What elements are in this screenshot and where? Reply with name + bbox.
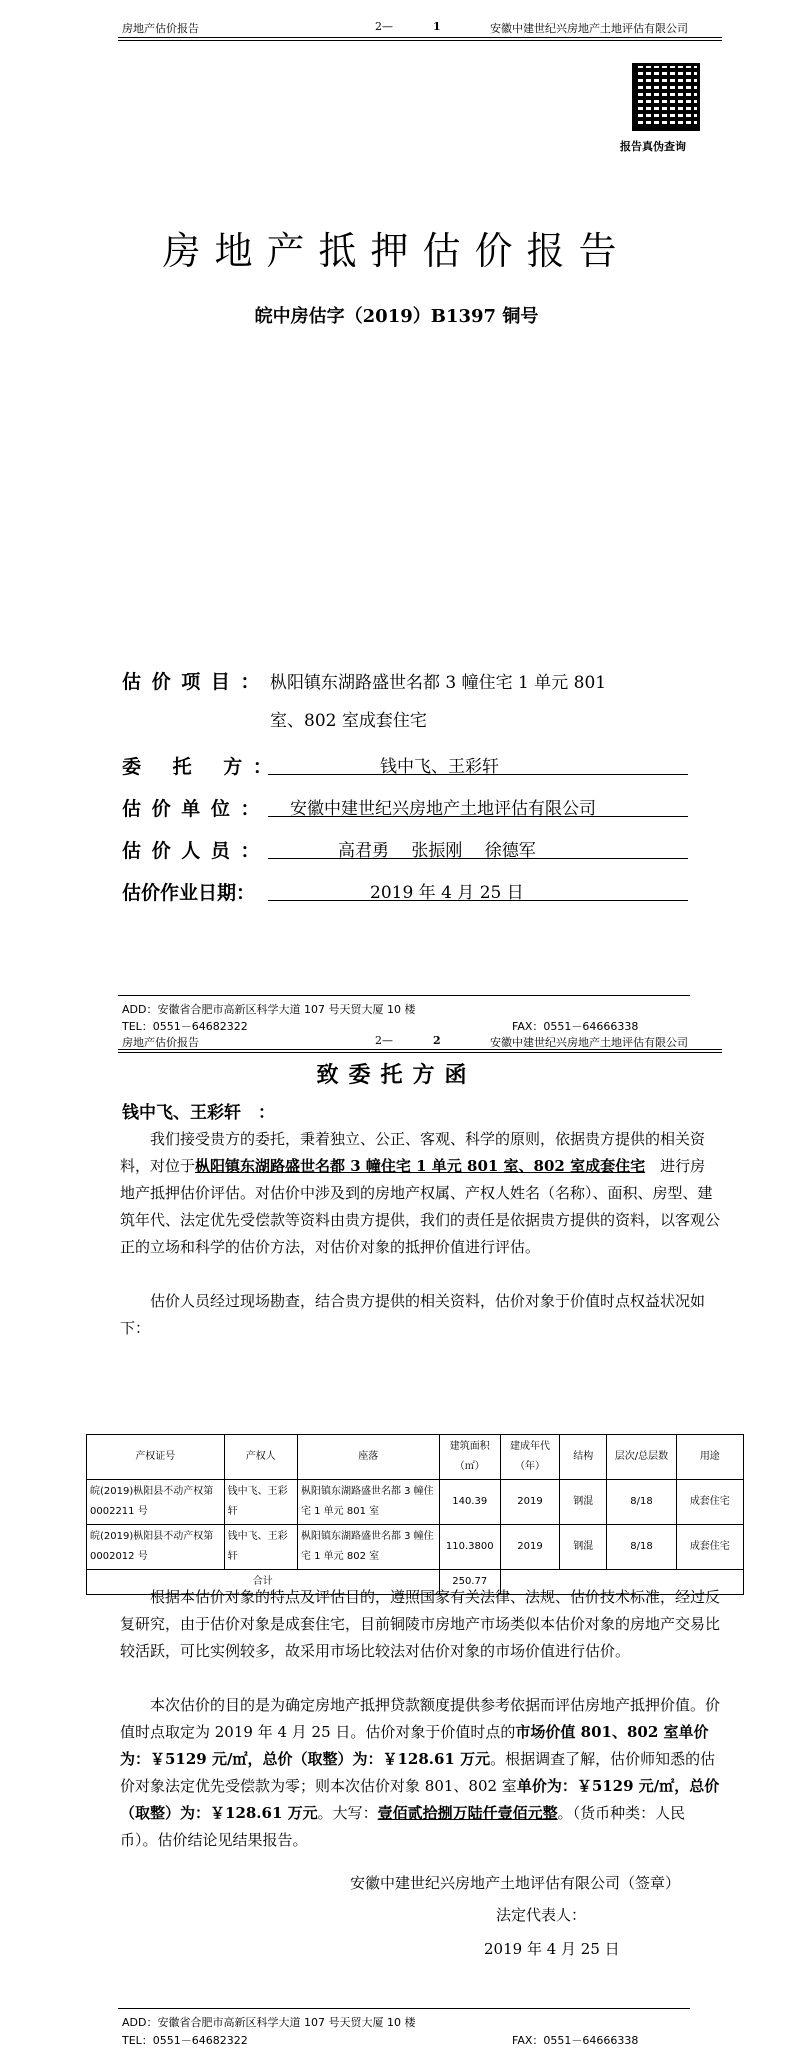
project-value-line2: 室、802 室成套住宅 bbox=[270, 711, 427, 731]
table-cell: 钢混 bbox=[560, 1525, 607, 1570]
table-header: 产权人 bbox=[224, 1435, 297, 1480]
table-cell: 2019 bbox=[500, 1525, 559, 1570]
letter-salutation: 钱中飞、王彩轩 ： bbox=[122, 1103, 275, 1123]
date-label: 估价作业日期： bbox=[122, 882, 256, 904]
table-cell: 8/18 bbox=[607, 1525, 676, 1570]
qr-label: 报告真伪查询 bbox=[620, 140, 686, 153]
table-cell: 2019 bbox=[500, 1480, 559, 1525]
page2-footer-tel: TEL：0551－64682322 bbox=[122, 2034, 248, 2047]
paragraph-4: 本次估价的目的是为确定房地产抵押贷款额度提供参考依据而评估房地产抵押价值。价值时点取定为 2019 年 4 月 25 日。估价对象于价值时点的市场价值 801、802 室单价为：￥5129 元/㎡，总价（取整）为：￥128.61 万元。根据调查了解，估价师知悉的估价对象法定优先受偿款为零；则本次估价对象 801、802 室单价为：￥5129 元/㎡，总价（取整）为：￥128.61 万元。大写：壹佰贰拾捌万陆仟壹佰元整。（货币种类：人民币）。估价结论见结果报告。 bbox=[120, 1696, 721, 1849]
qr-code-icon bbox=[632, 63, 700, 131]
page1-header-right: 安徽中建世纪兴房地产土地评估有限公司 bbox=[490, 22, 688, 35]
table-header: 产权证号 bbox=[87, 1435, 225, 1480]
signature-date: 2019 年 4 月 25 日 bbox=[484, 1940, 620, 1958]
table-row bbox=[87, 1480, 744, 1525]
footer-rule bbox=[118, 995, 690, 996]
table-header: 座落 bbox=[297, 1435, 439, 1480]
header-rule-2 bbox=[118, 1049, 722, 1053]
signature-representative: 法定代表人： bbox=[496, 1906, 587, 1924]
page1-header-page: 2— 1 bbox=[375, 20, 441, 33]
document-number: 皖中房估字（2019）B1397 铜号 bbox=[254, 306, 539, 327]
report-title: 房地产抵押估价报告 bbox=[162, 229, 631, 273]
table-cell: 成套住宅 bbox=[676, 1525, 743, 1570]
page1-footer-fax: FAX：0551－64666338 bbox=[512, 1020, 639, 1033]
paragraph-3: 根据本估价对象的特点及评估目的，遵照国家有关法律、法规、估价技术标准，经过反复研究，由于估价对象是成套住宅，目前铜陵市房地产市场类似本估价对象的房地产交易比较活跃，可比实例较多，故采用市场比较法对估价对象的市场价值进行估价。 bbox=[120, 1588, 721, 1660]
signature-company: 安徽中建世纪兴房地产土地评估有限公司（签章） bbox=[350, 1874, 681, 1892]
staff-value: 高君勇 张振刚 徐德军 bbox=[338, 841, 536, 861]
table-cell: 皖(2019)枞阳县不动产权第 0002211 号 bbox=[87, 1480, 225, 1525]
table-total-label: 合计 bbox=[87, 1570, 440, 1595]
table-header-row bbox=[87, 1435, 744, 1480]
project-value-line1: 枞阳镇东湖路盛世名都 3 幢住宅 1 单元 801 bbox=[270, 673, 607, 693]
org-underline bbox=[268, 816, 688, 817]
table-cell: 钱中飞、王彩轩 bbox=[224, 1480, 297, 1525]
table-header: 建筑面积（㎡） bbox=[439, 1435, 500, 1480]
table-cell: 枞阳镇东湖路盛世名都 3 幢住宅 1 单元 801 室 bbox=[297, 1480, 439, 1525]
org-value: 安徽中建世纪兴房地产土地评估有限公司 bbox=[290, 799, 596, 819]
table-cell: 钢混 bbox=[560, 1480, 607, 1525]
table-header: 建成年代（年） bbox=[500, 1435, 559, 1480]
letter-title: 致委托方函 bbox=[316, 1062, 477, 1088]
page1-footer-address: ADD：安徽省合肥市高新区科学大道 107 号天贸大厦 10 楼 bbox=[122, 1003, 416, 1016]
table-header: 层次/总层数 bbox=[607, 1435, 676, 1480]
client-label: 委 托 方 ： bbox=[122, 756, 274, 778]
client-underline bbox=[268, 774, 688, 775]
project-label: 估 价 项 目 ： bbox=[122, 671, 262, 693]
footer-rule-2 bbox=[118, 2008, 690, 2009]
page2-header-page: 2— 2 bbox=[375, 1034, 441, 1047]
page2-header-right: 安徽中建世纪兴房地产土地评估有限公司 bbox=[490, 1036, 688, 1049]
page1-header-left: 房地产估价报告 bbox=[122, 22, 199, 35]
staff-label: 估 价 人 员 ： bbox=[122, 840, 262, 862]
table-cell: 8/18 bbox=[607, 1480, 676, 1525]
date-value: 2019 年 4 月 25 日 bbox=[370, 883, 524, 903]
client-value: 钱中飞、王彩轩 bbox=[380, 757, 499, 777]
org-label: 估 价 单 位 ： bbox=[122, 798, 262, 820]
table-header: 用途 bbox=[676, 1435, 743, 1480]
page2-footer-address: ADD：安徽省合肥市高新区科学大道 107 号天贸大厦 10 楼 bbox=[122, 2016, 416, 2029]
page2-footer-fax: FAX：0551－64666338 bbox=[512, 2034, 639, 2047]
table-cell: 140.39 bbox=[439, 1480, 500, 1525]
paragraph-2: 估价人员经过现场勘查，结合贵方提供的相关资料，估价对象于价值时点权益状况如下： bbox=[120, 1292, 706, 1337]
table-row bbox=[87, 1525, 744, 1570]
property-table bbox=[86, 1434, 744, 1595]
page1-footer-tel: TEL：0551－64682322 bbox=[122, 1020, 248, 1033]
table-cell: 枞阳镇东湖路盛世名都 3 幢住宅 1 单元 802 室 bbox=[297, 1525, 439, 1570]
paragraph-1: 我们接受贵方的委托，秉着独立、公正、客观、科学的原则，依据贵方提供的相关资料，对位于枞阳镇东湖路盛世名都 3 幢住宅 1 单元 801 室、802 室成套住宅 进行房地产抵押估价评估。对估价中涉及到的房地产权属、产权人姓名（名称）、面积、房型、建筑年代、法定优先受偿款等资料由贵方提供，我们的责任是依据贵方提供的资料，以客观公正的立场和科学的估价方法，对估价对象的抵押价值进行评估。 bbox=[120, 1130, 721, 1256]
table-cell: 成套住宅 bbox=[676, 1480, 743, 1525]
date-underline bbox=[268, 900, 688, 901]
staff-underline bbox=[268, 858, 688, 859]
table-cell: 110.3800 bbox=[439, 1525, 500, 1570]
table-header: 结构 bbox=[560, 1435, 607, 1480]
table-cell: 钱中飞、王彩轩 bbox=[224, 1525, 297, 1570]
page2-header-left: 房地产估价报告 bbox=[122, 1036, 199, 1049]
table-cell: 皖(2019)枞阳县不动产权第 0002012 号 bbox=[87, 1525, 225, 1570]
header-rule bbox=[118, 37, 722, 41]
table-total-value: 250.77 bbox=[439, 1570, 500, 1595]
